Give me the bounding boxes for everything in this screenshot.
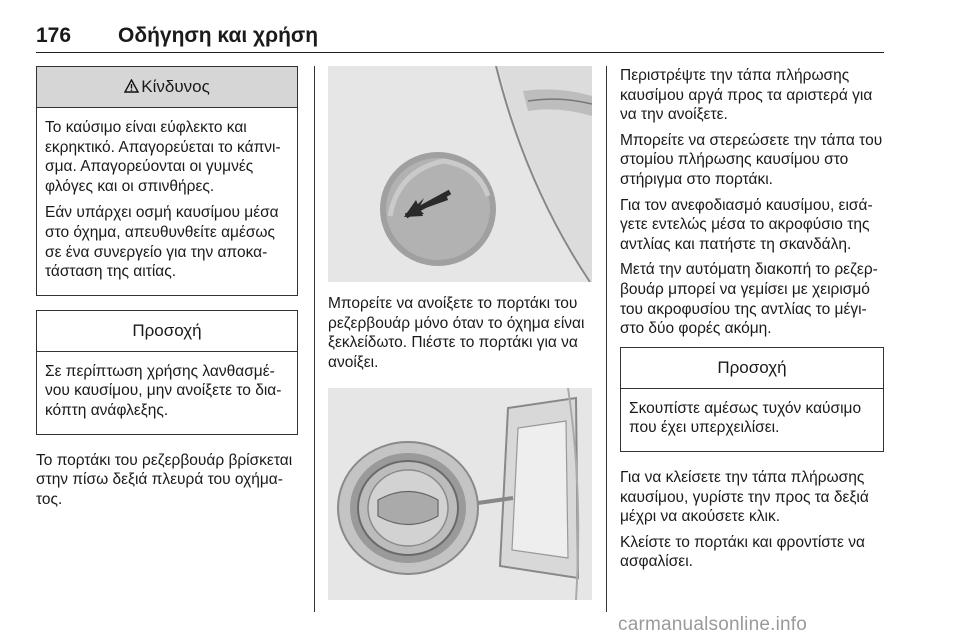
caution-box-2-title: Προσοχή: [717, 357, 787, 377]
column-2: [328, 66, 592, 610]
watermark: carmanualsonline.info: [618, 614, 808, 635]
column-3: [620, 66, 884, 578]
page-number: 176: [36, 24, 72, 47]
danger-box-body: [37, 108, 297, 295]
cap-holder-text: Μπορείτε να στερεώσετε την τάπα του στομίου πλήρωσης καυσίμου στο στήριγμα στο πορτάκι.: [620, 131, 883, 188]
open-fuel-flap-text: Μπορείτε να ανοίξετε το πορτάκι του ρεζερβουάρ μόνο όταν το όχημα είναι ξεκλείδωτο. Πιέστε το πορτάκι για να ανοίξει.: [328, 295, 585, 371]
auto-cutoff-text: Μετά την αυτόματη διακοπή το ρεζερβουάρ μπορεί να γεμίσει με χειρισμό του ακροφυσίου της αντλίας το μέγιστο δύο φορές ακόμη.: [620, 261, 878, 338]
danger-paragraph-2: Εάν υπάρχει οσμή καυσίμου μέσα στο όχημα, απευθυνθείτε αμέσως σε ένα συνεργείο για την αποκατάσταση της αιτίας.: [45, 204, 279, 281]
fuel-cap-open-illustration: [328, 388, 592, 600]
close-flap-text: Κλείστε το πορτάκι και φροντίστε να ασφαλίσει.: [620, 533, 865, 571]
caution-box-1-title: Προσοχή: [132, 320, 202, 340]
caution-box-1-body: [37, 352, 297, 434]
section-title: Οδήγηση και χρήση: [118, 24, 319, 47]
caution-2-paragraph: Σκουπίστε αμέσως τυχόν καύσιμο που έχει υπερχειλίσει.: [629, 399, 862, 437]
warning-triangle-icon: [124, 68, 139, 108]
page-header: [36, 22, 884, 53]
column-divider-left: [314, 66, 315, 612]
caution-box-2: [620, 347, 884, 452]
refuel-nozzle-text: Για τον ανεφοδιασμό καυσίμου, εισάγετε εντελώς μέσα το ακροφύσιο της αντλίας και πατήστε τη σκανδάλη.: [620, 196, 873, 253]
fuel-flap-location-text: Το πορτάκι του ρεζερβουάρ βρίσκεται στην πίσω δεξιά πλευρά του οχήματος.: [36, 451, 293, 508]
danger-box-header: [37, 67, 297, 108]
danger-paragraph-1: Το καύσιμο είναι εύφλεκτο και εκρηκτικό. Απαγορεύεται το κάπνισμα. Απαγορεύονται οι γυμνές φλόγες και οι σπινθήρες.: [45, 119, 281, 195]
caution-box-2-header: [621, 348, 883, 389]
caution-box-2-body: [621, 389, 883, 451]
caution-1-paragraph: Σε περίπτωση χρήσης λανθασμένου καυσίμου, μην ανοίξετε το διακόπτη ανάφλεξης.: [45, 362, 282, 419]
caution-box-1: [36, 310, 298, 435]
turn-cap-text: Περιστρέψτε την τάπα πλήρωσης καυσίμου αργά προς τα αριστερά για να την ανοίξετε.: [620, 67, 873, 124]
danger-box-title: Κίνδυνος: [141, 77, 210, 96]
danger-box: [36, 66, 298, 296]
close-cap-text: Για να κλείσετε την τάπα πλήρωσης καυσίμου, γυρίστε την προς τα δεξιά μέχρι να ακούσετε κλικ.: [620, 468, 869, 526]
caution-box-1-header: [37, 311, 297, 352]
fuel-flap-push-illustration: [328, 66, 592, 282]
column-1: [36, 66, 298, 515]
column-divider-right: [606, 66, 607, 612]
